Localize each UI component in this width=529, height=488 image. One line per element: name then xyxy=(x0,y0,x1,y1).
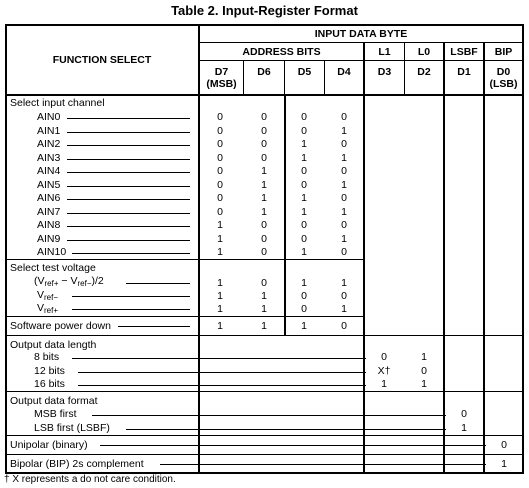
header-function-select: FUNCTION SELECT xyxy=(52,54,152,66)
data-length-bit-value: 1 xyxy=(421,378,427,390)
data-format-label: LSB first (LSBF) xyxy=(34,421,110,434)
col-sep-d4-thick xyxy=(284,95,286,335)
channel-bit-value: 1 xyxy=(301,205,307,218)
channel-bit-value: 0 xyxy=(217,138,223,150)
channel-bit-value: 0 xyxy=(261,151,267,164)
bipolar-leader xyxy=(160,464,486,465)
channel-bit-value: 0 xyxy=(341,138,347,150)
vref-plus-label: $V_{ref+}$ xyxy=(37,302,59,315)
unipolar-bit-value: 0 xyxy=(501,439,507,451)
col-sep-address xyxy=(363,42,365,474)
channel-label: AIN8 xyxy=(37,219,61,231)
test-voltage-bit-value: 0 xyxy=(341,290,347,302)
header-address-bits: ADDRESS BITS xyxy=(242,46,321,58)
header-bottom-rule xyxy=(5,94,524,96)
channel-label: AIN9 xyxy=(37,232,61,245)
channel-label: AIN6 xyxy=(37,192,61,204)
data-length-leader xyxy=(78,372,366,373)
channel-label: AIN7 xyxy=(37,205,61,218)
col-sep-bip xyxy=(483,42,485,474)
power-down-bit-value: 1 xyxy=(301,320,307,332)
header-rule-input-byte xyxy=(199,42,523,43)
power-down-bit-value: 1 xyxy=(217,320,223,332)
channel-bit-value: 1 xyxy=(341,232,347,245)
test-voltage-bit-value: 1 xyxy=(301,277,307,289)
channel-bit-value: 1 xyxy=(217,232,223,245)
channel-bit-value: 1 xyxy=(261,192,267,204)
channel-bit-value: 0 xyxy=(261,111,267,123)
rule-after-data-format xyxy=(5,435,524,436)
section-unipolar: Unipolar (binary) xyxy=(10,439,88,451)
power-down-leader xyxy=(118,326,190,327)
channel-bit-value: 0 xyxy=(261,232,267,245)
section-select-test-voltage: Select test voltage xyxy=(10,262,96,274)
vref-plus-leader xyxy=(72,309,190,310)
table-border-left xyxy=(5,24,7,474)
channel-bit-value: 0 xyxy=(261,124,267,137)
channel-leader xyxy=(67,240,190,241)
channel-bit-value: 0 xyxy=(261,246,267,258)
channel-bit-value: 0 xyxy=(301,165,307,177)
col-sep-function xyxy=(198,24,200,474)
channel-bit-value: 0 xyxy=(341,246,347,258)
bit-header-d6: D6 xyxy=(257,66,271,78)
channel-bit-value: 1 xyxy=(261,165,267,177)
data-length-label: 12 bits xyxy=(34,364,65,377)
channel-label: AIN4 xyxy=(37,165,61,177)
vref-half-leader xyxy=(126,283,190,284)
power-down-bit-value: 1 xyxy=(261,320,267,332)
channel-bit-value: 1 xyxy=(261,178,267,191)
table-border-top xyxy=(5,24,524,26)
channel-label: AIN1 xyxy=(37,124,61,137)
channel-bit-value: 0 xyxy=(217,178,223,191)
channel-bit-value: 0 xyxy=(217,151,223,164)
bipolar-bit-value: 1 xyxy=(501,458,507,470)
header-input-data-byte: INPUT DATA BYTE xyxy=(314,28,408,40)
channel-leader xyxy=(67,145,190,146)
bit-header-d1: D1 xyxy=(457,66,471,78)
test-voltage-bit-value: 1 xyxy=(261,303,267,315)
section-select-input-channel: Select input channel xyxy=(10,97,105,109)
test-voltage-bit-value: 0 xyxy=(301,303,307,315)
channel-bit-value: 1 xyxy=(217,219,223,231)
table-title: Table 2. Input-Register Format xyxy=(171,3,358,18)
unipolar-leader xyxy=(100,445,486,446)
channel-bit-value: 1 xyxy=(301,151,307,164)
channel-bit-value: 0 xyxy=(217,205,223,218)
channel-bit-value: 0 xyxy=(217,165,223,177)
bit-header-d3: D3 xyxy=(377,66,392,78)
channel-bit-value: 0 xyxy=(301,124,307,137)
bit-header-d7: D7 (MSB) xyxy=(206,66,237,90)
channel-bit-value: 1 xyxy=(341,205,347,218)
channel-bit-value: 0 xyxy=(341,165,347,177)
channel-leader xyxy=(67,172,190,173)
channel-label: AIN3 xyxy=(37,151,61,164)
data-length-bit-value: 0 xyxy=(381,351,387,363)
header-rule-sub xyxy=(199,60,523,61)
test-voltage-bit-value: 0 xyxy=(301,290,307,302)
channel-bit-value: 0 xyxy=(217,124,223,137)
rule-after-channels xyxy=(5,259,365,260)
test-voltage-bit-value: 1 xyxy=(341,277,347,289)
channel-bit-value: 1 xyxy=(301,138,307,150)
channel-bit-value: 1 xyxy=(261,205,267,218)
data-length-bit-value: X† xyxy=(377,364,391,377)
data-length-bit-value: 1 xyxy=(421,351,427,363)
channel-bit-value: 1 xyxy=(301,246,307,258)
channel-bit-value: 1 xyxy=(217,246,223,258)
channel-leader xyxy=(72,253,190,254)
vref-minus-leader xyxy=(72,296,190,297)
section-software-power-down: Software power down xyxy=(10,320,111,332)
data-length-label: 8 bits xyxy=(34,351,60,363)
channel-label: AIN2 xyxy=(37,138,61,150)
channel-leader xyxy=(67,159,190,160)
channel-bit-value: 0 xyxy=(341,192,347,204)
test-voltage-bit-value: 1 xyxy=(261,290,267,302)
table-border-right xyxy=(522,24,524,474)
channel-leader xyxy=(67,132,190,133)
data-format-bit-value: 0 xyxy=(461,408,467,420)
channel-bit-value: 0 xyxy=(341,111,347,123)
test-voltage-bit-value: 0 xyxy=(261,277,267,289)
header-l0: L0 xyxy=(417,46,431,58)
bit-header-d5: D5 xyxy=(297,66,312,78)
test-voltage-bit-value: 1 xyxy=(217,303,223,315)
channel-label: AIN0 xyxy=(37,111,61,123)
data-format-leader xyxy=(126,429,446,430)
bit-header-d2: D2 xyxy=(417,66,431,78)
test-voltage-bit-value: 1 xyxy=(217,290,223,302)
footnote: † X represents a do not care condition. xyxy=(4,474,176,485)
channel-label: AIN10 xyxy=(37,246,67,258)
data-format-leader xyxy=(92,415,446,416)
rule-after-data-length xyxy=(5,391,524,392)
vref-half-label: $(V_{ref+} - V_{ref-})/2$ xyxy=(34,275,104,288)
header-bip: BIP xyxy=(494,46,513,58)
channel-leader xyxy=(67,186,190,187)
channel-bit-value: 1 xyxy=(341,178,347,191)
data-length-bit-value: 1 xyxy=(381,378,387,390)
channel-bit-value: 0 xyxy=(217,111,223,123)
channel-bit-value: 0 xyxy=(261,219,267,231)
data-format-bit-value: 1 xyxy=(461,421,467,434)
data-format-label: MSB first xyxy=(34,408,77,420)
channel-leader xyxy=(67,118,190,119)
channel-bit-value: 1 xyxy=(301,192,307,204)
channel-bit-value: 0 xyxy=(261,138,267,150)
channel-bit-value: 0 xyxy=(301,111,307,123)
rule-after-test-voltage xyxy=(5,316,365,317)
channel-bit-value: 1 xyxy=(341,124,347,137)
rule-after-power-down xyxy=(5,335,524,336)
test-voltage-bit-value: 1 xyxy=(217,277,223,289)
bit-header-d0: D0 (LSB) xyxy=(489,66,518,90)
channel-bit-value: 0 xyxy=(341,219,347,231)
channel-leader xyxy=(67,213,190,214)
power-down-bit-value: 0 xyxy=(341,320,347,332)
channel-leader xyxy=(67,199,190,200)
data-length-bit-value: 0 xyxy=(421,364,427,377)
channel-bit-value: 0 xyxy=(301,232,307,245)
channel-bit-value: 0 xyxy=(301,178,307,191)
section-output-data-format: Output data format xyxy=(10,395,98,407)
channel-bit-value: 0 xyxy=(301,219,307,231)
header-lsbf: LSBF xyxy=(450,46,478,58)
data-length-leader xyxy=(72,358,366,359)
vref-minus-label: $V_{ref-}$ xyxy=(37,289,59,302)
data-length-leader xyxy=(78,385,366,386)
channel-label: AIN5 xyxy=(37,178,61,191)
rule-after-unipolar xyxy=(5,454,524,455)
channel-bit-value: 1 xyxy=(341,151,347,164)
channel-leader xyxy=(67,226,190,227)
data-length-label: 16 bits xyxy=(34,378,65,390)
bit-header-d4: D4 xyxy=(337,66,351,78)
section-output-data-length: Output data length xyxy=(10,339,97,351)
channel-bit-value: 0 xyxy=(217,192,223,204)
col-sep-lsbf xyxy=(443,42,445,474)
header-l1: L1 xyxy=(378,46,391,58)
test-voltage-bit-value: 1 xyxy=(341,303,347,315)
section-bipolar: Bipolar (BIP) 2s complement xyxy=(10,458,144,470)
